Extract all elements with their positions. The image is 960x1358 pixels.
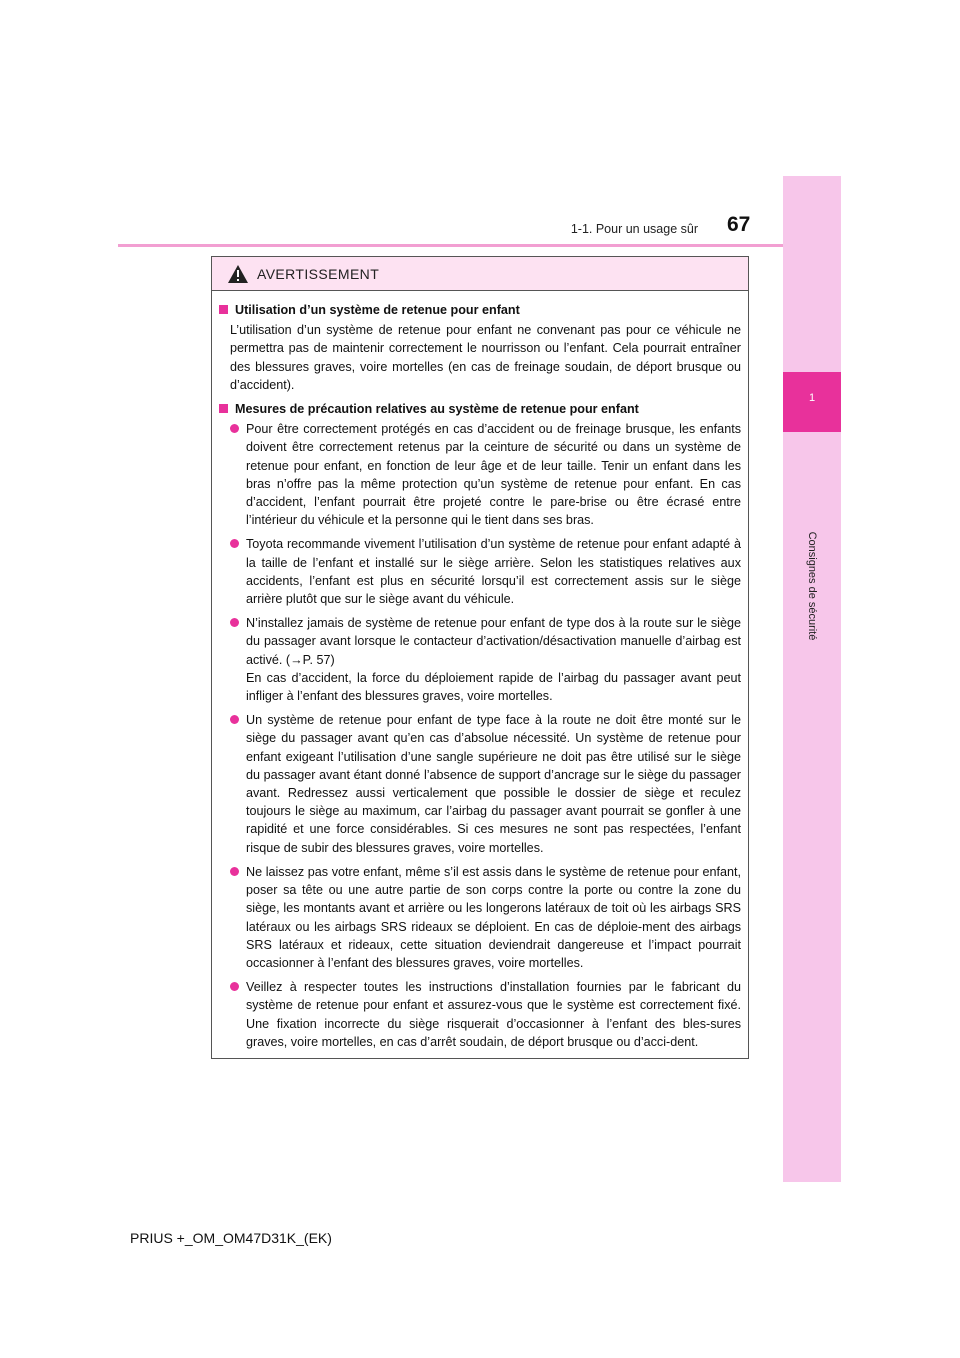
circle-bullet-icon — [230, 539, 239, 548]
section-precautions — [219, 400, 741, 1051]
list-item: Veillez à respecter toutes les instructions d’installation fournies par le fabricant du système de retenue pour enfant et assurez-vous que le système est correctement fixé. Une fixation incorrecte du siège risquerait d’occasionner à l’enfant des bles-sures graves, voire mortelles, en cas d’arrêt soudain, de déport brusque ou d’acci-dent. — [230, 978, 741, 1051]
chapter-side-band — [783, 176, 841, 1182]
warning-box — [211, 256, 749, 1059]
square-bullet-icon — [219, 404, 228, 413]
warning-header — [212, 257, 748, 291]
list-item: Toyota recommande vivement l’utilisation d’un système de retenue pour enfant adapté à la taille de l’enfant et installé sur le siège arrière. Selon les statistiques relatives aux accidents, l’enfant est plus en sécurité lorsqu’il est correctement assis sur le siège arrière plutôt que sur le siège avant du véhicule. — [230, 535, 741, 608]
warning-triangle-icon — [227, 264, 249, 284]
section-heading: Utilisation d’un système de retenue pour enfant — [235, 303, 520, 317]
circle-bullet-icon — [230, 618, 239, 627]
circle-bullet-icon — [230, 424, 239, 433]
list-item: Un système de retenue pour enfant de type face à la route ne doit être monté sur le siège du passager avant qu’en cas d’absolue nécessité. Un système de retenue pour enfant exigeant l’utilisation d’une sangle supérieure ne doit pas être utilisé sur le siège du passager avant étant donné l’absence de support d’ancrage sur le siège du passager avant. Redressez aussi verticalement que possible le dossier de siège et reculez toujours le siège au maximum, car l’airbag du passager avant pourrait se gonfler à une rapidité et une force considérables. Si ces mesures ne sont pas respectées, l’enfant risque de subir des blessures graves, voire mortelles. — [230, 711, 741, 857]
list-item: Pour être correctement protégés en cas d’accident ou de freinage brusque, les enfants doivent être correctement retenus par la ceinture de sécurité ou dans un système de retenue pour enfant, en fonction de leur âge et de leur taille. Tenir un enfant dans les bras n’offre pas la même protection qu’un système de retenue pour enfant. En cas d’accident, l’enfant pourrait être projeté contre le pare-brise ou être écrasé entre l’intérieur du véhicule et la personne qui le tient dans ses bras. — [230, 420, 741, 529]
list-item: Ne laissez pas votre enfant, même s’il est assis dans le système de retenue pour enfant, poser sa tête ou une autre partie de son corps contre la porte ou contre la zone du siège, les montants avant et arrière ou les longerons latéraux de toit où les airbags SRS latéraux ou les airbags SRS rideaux se déploient. En cas de déploie-ment des airbags SRS latéraux et rideaux, cette situation deviendrait dangereuse et l’impact pourrait occasionner à l’enfant des blessures graves, voire mortelles. — [230, 863, 741, 972]
section-heading: Mesures de précaution relatives au système de retenue pour enfant — [235, 402, 639, 417]
square-bullet-icon — [219, 305, 228, 314]
chapter-number: 1 — [808, 392, 816, 404]
circle-bullet-icon — [230, 982, 239, 991]
section-paragraph: L’utilisation d’un système de retenue pour enfant ne convenant pas pour ce véhicule ne permettra pas de maintenir correctement le nourrisson ou l’enfant. Cela pourrait entraîner des blessures graves, voire mortelles (en cas de freinage soudain, de déport brusque ou d’accident). — [230, 323, 741, 392]
circle-bullet-icon — [230, 715, 239, 724]
section-title: 1-1. Pour un usage sûr — [570, 222, 698, 236]
warning-title: AVERTISSEMENT — [257, 265, 380, 282]
document-code: PRIUS +_OM_OM47D31K_(EK) — [130, 1230, 332, 1246]
list-item: N’installez jamais de système de retenue pour enfant de type dos à la route sur le siège du passager avant lorsque le contacteur d’activation/désactivation manuelle d’airbag est activé. (→P. 57) En cas d’accident, la force du déploiement rapide de l’airbag du passager avant peut infliger à l’enfant des blessures graves, voire mortelles. — [230, 614, 741, 705]
page-number: 67 — [727, 213, 751, 236]
circle-bullet-icon — [230, 867, 239, 876]
chapter-label: Consignes de sécurité — [806, 531, 818, 641]
section-child-restraint-use — [219, 301, 741, 394]
header-rule — [118, 244, 783, 247]
warning-body — [212, 291, 748, 1051]
